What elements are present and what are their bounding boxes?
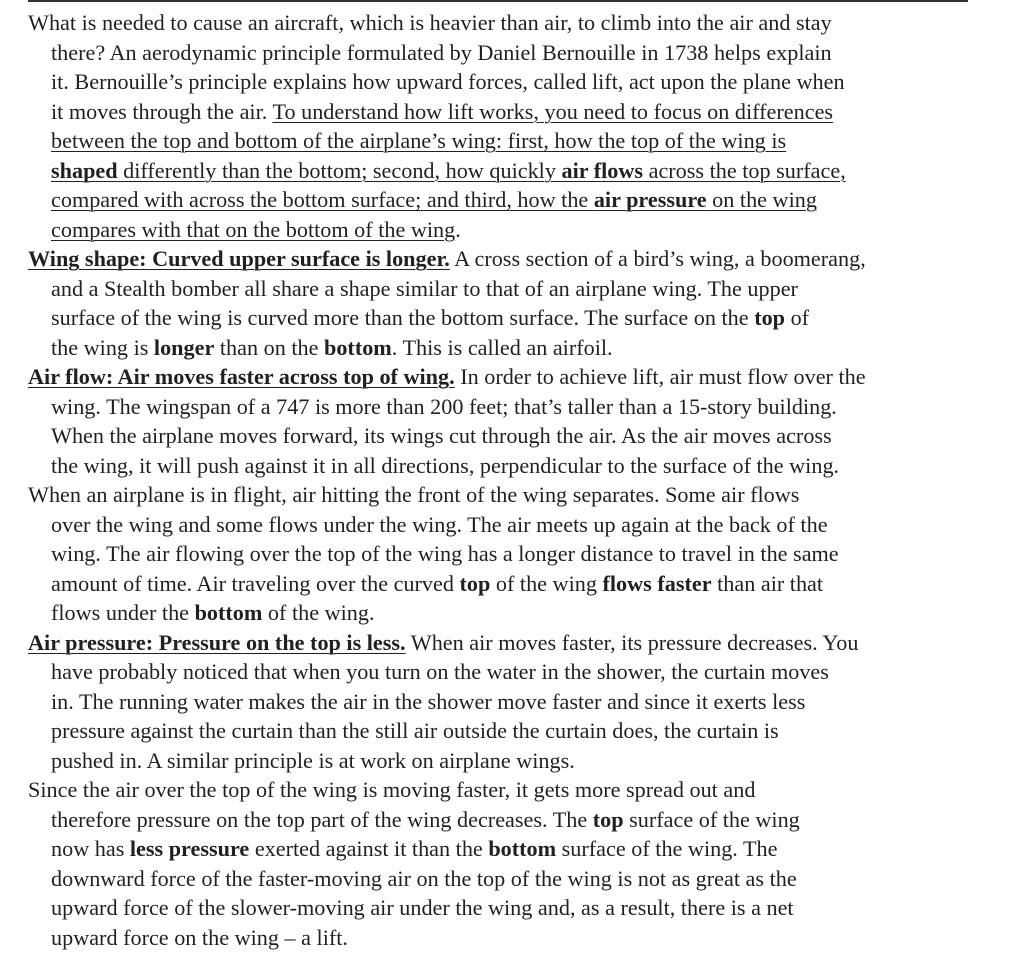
text-line — [28, 421, 1018, 451]
bold-text: less pressure — [129, 836, 250, 861]
text-run: surface of the wing — [623, 806, 800, 832]
text-run: A cross section of a bird’s wing, a boomerang, — [449, 246, 866, 271]
text-run: it. Bernouille’s principle explains how upward forces, called lift, act upon the plane when — [51, 69, 845, 94]
text-line — [28, 156, 1018, 186]
text-line — [28, 893, 1018, 923]
text-run: it moves through the air. — [51, 98, 273, 124]
bold-text: top — [592, 806, 624, 832]
text-run: . — [455, 216, 461, 242]
underlined-text: across the top surface, — [643, 157, 846, 183]
text-run: of — [785, 305, 810, 330]
text-run: When the airplane moves forward, its wings cut through the air. As the air moves across — [51, 423, 832, 448]
bold-text: flows faster — [602, 570, 712, 596]
text-run: wing. The air flowing over the top of the wing has a longer distance to travel in the same — [51, 541, 839, 566]
underlined-text: on the wing — [706, 187, 817, 212]
text-line — [28, 598, 1018, 628]
text-line — [28, 97, 1018, 127]
text-line — [28, 480, 1018, 510]
text-line — [28, 539, 1018, 569]
text-run: surface of the wing. The — [556, 836, 778, 861]
paragraph — [28, 628, 1018, 776]
text-run: have probably noticed that when you turn on the water in the shower, the curtain moves — [51, 659, 829, 684]
heading-text: air flows — [561, 157, 644, 183]
heading-text: air pressure — [593, 187, 707, 212]
bold-text: longer — [153, 334, 215, 360]
text-run: and a Stealth bomber all share a shape similar to that of an airplane wing. The upper — [51, 275, 798, 301]
text-line — [28, 67, 1018, 97]
text-run: exerted against it than the — [249, 836, 489, 861]
heading-text: shaped — [51, 157, 118, 183]
text-line — [28, 657, 1018, 687]
heading-text: Air pressure: Pressure on the top is less. — [28, 629, 406, 655]
text-line — [28, 864, 1018, 894]
text-run: there? An aerodynamic principle formulated by Daniel Bernouille in 1738 helps explain — [51, 39, 832, 65]
text-run: What is needed to cause an aircraft, which is heavier than air, to climb into the air and stay — [28, 10, 832, 35]
text-line — [28, 244, 1018, 274]
bold-text: bottom — [324, 334, 392, 360]
paragraph — [28, 362, 1018, 480]
text-line — [28, 392, 1018, 422]
text-run: upward force of the slower-moving air under the wing and, as a result, there is a net — [51, 895, 794, 920]
text-run: downward force of the faster-moving air on the top of the wing is not as great as the — [51, 865, 797, 891]
text-line — [28, 38, 1018, 68]
text-run: wing. The wingspan of a 747 is more than 200 feet; that’s taller than a 15-story building. — [51, 393, 837, 419]
text-run: therefore pressure on the top part of the wing decreases. The — [51, 806, 593, 832]
text-line — [28, 362, 1018, 392]
text-line — [28, 775, 1018, 805]
text-line — [28, 451, 1018, 481]
text-line — [28, 687, 1018, 717]
underlined-text: compares with that on the bottom of the wing — [51, 216, 456, 242]
text-run: than air that — [711, 570, 824, 596]
text-line — [28, 126, 1018, 156]
bold-text: bottom — [488, 836, 557, 861]
bold-text: bottom — [194, 600, 263, 625]
paragraph — [28, 775, 1018, 952]
underlined-text: To understand how lift works, you need to focus on differences — [272, 98, 834, 124]
heading-text: Air flow: Air moves faster across top of wing. — [28, 364, 455, 389]
text-run: surface of the wing is curved more than the bottom surface. The surface on the — [51, 305, 755, 330]
text-line — [28, 215, 1018, 245]
text-run: In order to achieve lift, air must flow over the — [454, 364, 866, 389]
underlined-text: differently than the bottom; second, how quickly — [117, 157, 562, 183]
text-run: pressure against the curtain than the still air outside the curtain does, the curtain is — [51, 718, 779, 743]
bold-text: top — [754, 305, 786, 330]
text-line — [28, 834, 1018, 864]
text-run: When air moves faster, its pressure decreases. You — [405, 629, 859, 655]
paragraph — [28, 244, 1018, 362]
text-run: the wing, it will push against it in all directions, perpendicular to the surface of the wing. — [51, 452, 840, 478]
text-line — [28, 569, 1018, 599]
text-run: amount of time. Air traveling over the curved — [51, 570, 460, 596]
text-run: in. The running water makes the air in the shower move faster and since it exerts less — [51, 688, 806, 714]
bold-text: top — [459, 570, 491, 596]
text-line — [28, 303, 1018, 333]
text-run: When an airplane is in flight, air hitting the front of the wing separates. Some air flows — [28, 482, 800, 507]
text-line — [28, 746, 1018, 776]
text-run: . This is called an airfoil. — [391, 334, 613, 360]
paragraph — [28, 8, 1018, 244]
text-run: the wing is — [51, 334, 154, 360]
text-line — [28, 8, 1018, 38]
heading-text: Wing shape: Curved upper surface is longer. — [28, 246, 450, 271]
text-run: over the wing and some flows under the wing. The air meets up again at the back of the — [51, 511, 828, 537]
text-line — [28, 923, 1018, 953]
text-run: of the wing. — [262, 600, 375, 625]
text-run: now has — [51, 836, 130, 861]
text-run: Since the air over the top of the wing is moving faster, it gets more spread out and — [28, 777, 756, 802]
underlined-text: compared with across the bottom surface; and third, how the — [51, 187, 594, 212]
text-run: upward force on the wing – a lift. — [51, 924, 348, 950]
paragraph — [28, 480, 1018, 628]
text-run: of the wing — [490, 570, 603, 596]
text-line — [28, 333, 1018, 363]
text-line — [28, 716, 1018, 746]
text-line — [28, 805, 1018, 835]
text-line — [28, 274, 1018, 304]
underlined-text: between the top and bottom of the airplane’s wing: first, how the top of the wing is — [51, 128, 787, 153]
text-line — [28, 185, 1018, 215]
document-body — [28, 8, 1018, 952]
text-line — [28, 510, 1018, 540]
text-run: flows under the — [51, 600, 195, 625]
text-run: than on the — [214, 334, 324, 360]
text-line — [28, 628, 1018, 658]
top-rule — [28, 0, 968, 2]
text-run: pushed in. A similar principle is at work on airplane wings. — [51, 747, 575, 773]
